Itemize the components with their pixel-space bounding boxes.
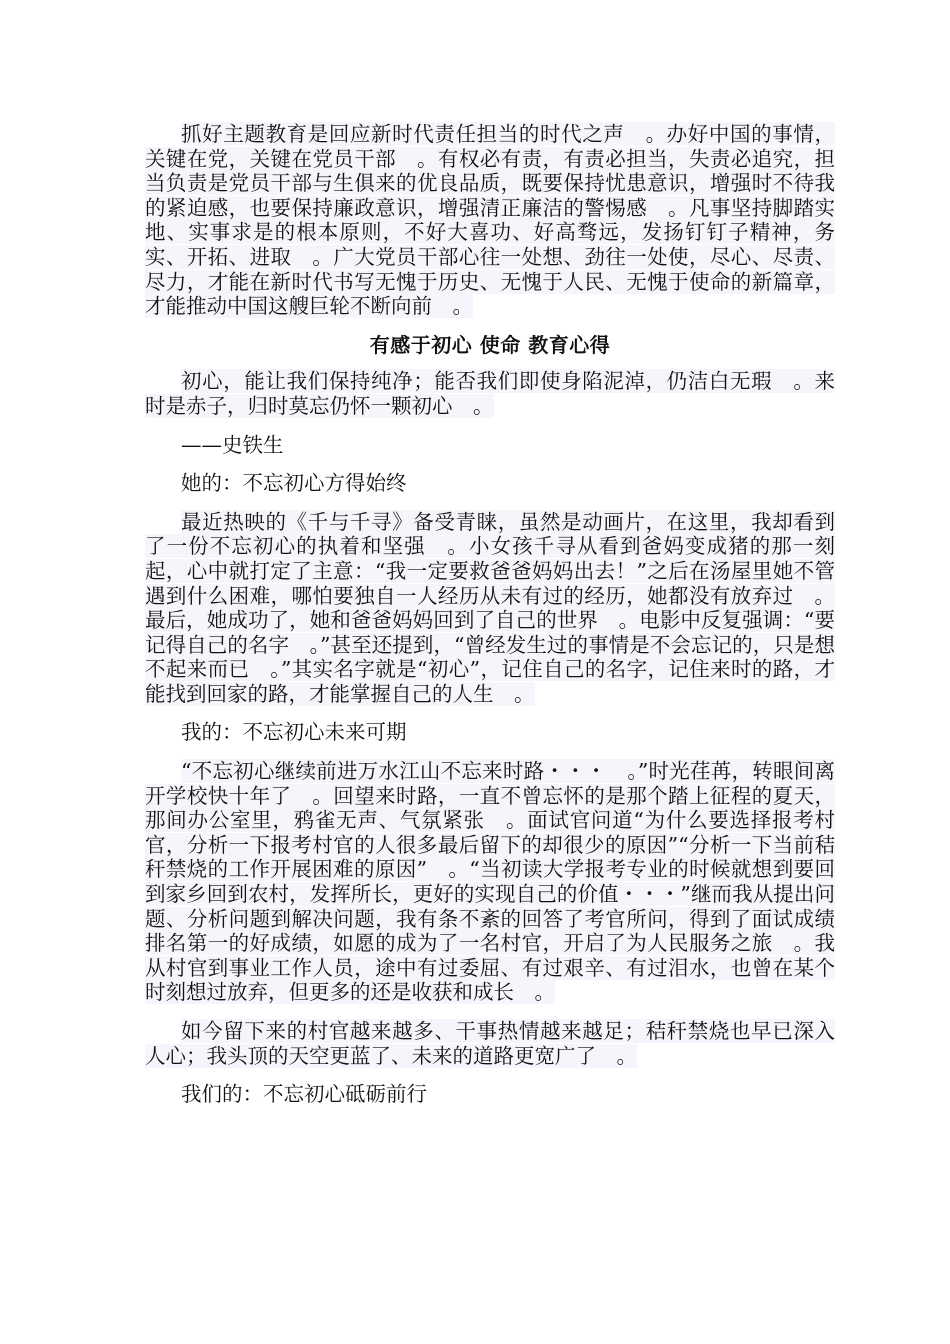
subheading-mine: 我的：不忘初心未来可期 bbox=[181, 720, 407, 745]
subheading-ours: 我们的：不忘初心砥砺前行 bbox=[181, 1082, 427, 1107]
paragraph-text: 抓好主题教育是回应新时代责任担当的时代之声 。办好中国的事情，关键在党，关键在党员干部 。有权必有责，有责必担当，失责必追究，担当负责是党员干部与生俱来的优良品质，既要保持忧患意识，增强时不待我的紧迫感，也要保持廉政意识，增强清正廉洁的警惕感 。凡事坚持脚踏实地、实事求是的根本原则，不好大喜功、好高骛远，发扬钉钉子精神，务实、开拓、进取 。广大党员干部心往一处想、劲往一处使，尽心、尽责、尽力，才能在新时代书写无愧于历史、无愧于人民、无愧于使命的新篇章，才能推动中国这艘巨轮不断向前 。 bbox=[145, 122, 835, 319]
paragraph-quote bbox=[145, 369, 835, 418]
paragraph-spirited-away bbox=[145, 510, 835, 707]
paragraph-text: 如今留下来的村官越来越多、干事热情越来越足；秸秆禁烧也早已深入人心；我头顶的天空更蓝了、未来的道路更宽广了 。 bbox=[145, 1019, 835, 1068]
quote-author: ——史铁生 bbox=[181, 432, 284, 457]
section-heading: 有感于初心 使命 教育心得 bbox=[369, 332, 611, 357]
document-body bbox=[145, 122, 835, 1121]
paragraph-today bbox=[145, 1019, 835, 1068]
paragraph-text: 最近热映的《千与千寻》备受青睐，虽然是动画片，在这里，我却看到了一份不忘初心的执着和坚强 。小女孩千寻从看到爸妈变成猪的那一刻起，心中就打定了主意：“我一定要救爸爸妈妈出去！”之后在汤屋里她不管遇到什么困难，哪怕要独自一人经历从未有过的经历，她都没有放弃过 。最后，她成功了，她和爸爸妈妈回到了自己的世界 。电影中反复强调：“要记得自己的名字 。”甚至还提到，“曾经发生过的事情是不会忘记的，只是想不起来而已 。”其实名字就是“初心”，记住自己的名字，记住来时的路，才能找到回家的路，才能掌握自己的人生 。 bbox=[145, 509, 835, 706]
paragraph-text: 初心，能让我们保持纯净；能否我们即使身陷泥淖，仍洁白无瑕 。来时是赤子，归时莫忘仍怀一颗初心 。 bbox=[145, 369, 835, 418]
paragraph-theme-education bbox=[145, 122, 835, 319]
subheading-hers: 她的：不忘初心方得始终 bbox=[181, 471, 407, 496]
paragraph-text: “不忘初心继续前进万水江山不忘来时路・・・ 。”时光荏苒，转眼间离开学校快十年了 。回望来时路，一直不曾忘怀的是那个踏上征程的夏天，那间办公室里，鸦雀无声、气氛紧张 。面试官问道“为什么要选择报考村官，分析一下报考村官的人很多最后留下的却很少的原因”“分析一下当前秸秆禁烧的工作开展困难的原因” 。“当初读大学报考专业的时候就想到要回到家乡回到农村，发挥所长，更好的实现自己的价值・・・”继而我从提出问题、分析问题到解决问题，我有条不紊的回答了考官所问，得到了面试成绩排名第一的好成绩，如愿的成为了一名村官，开启了为人民服务之旅 。我从村官到事业工作人员，途中有过委屈、有过艰辛、有过泪水，也曾在某个时刻想过放弃，但更多的还是收获和成长 。 bbox=[145, 759, 835, 1005]
paragraph-village-official bbox=[145, 759, 835, 1005]
